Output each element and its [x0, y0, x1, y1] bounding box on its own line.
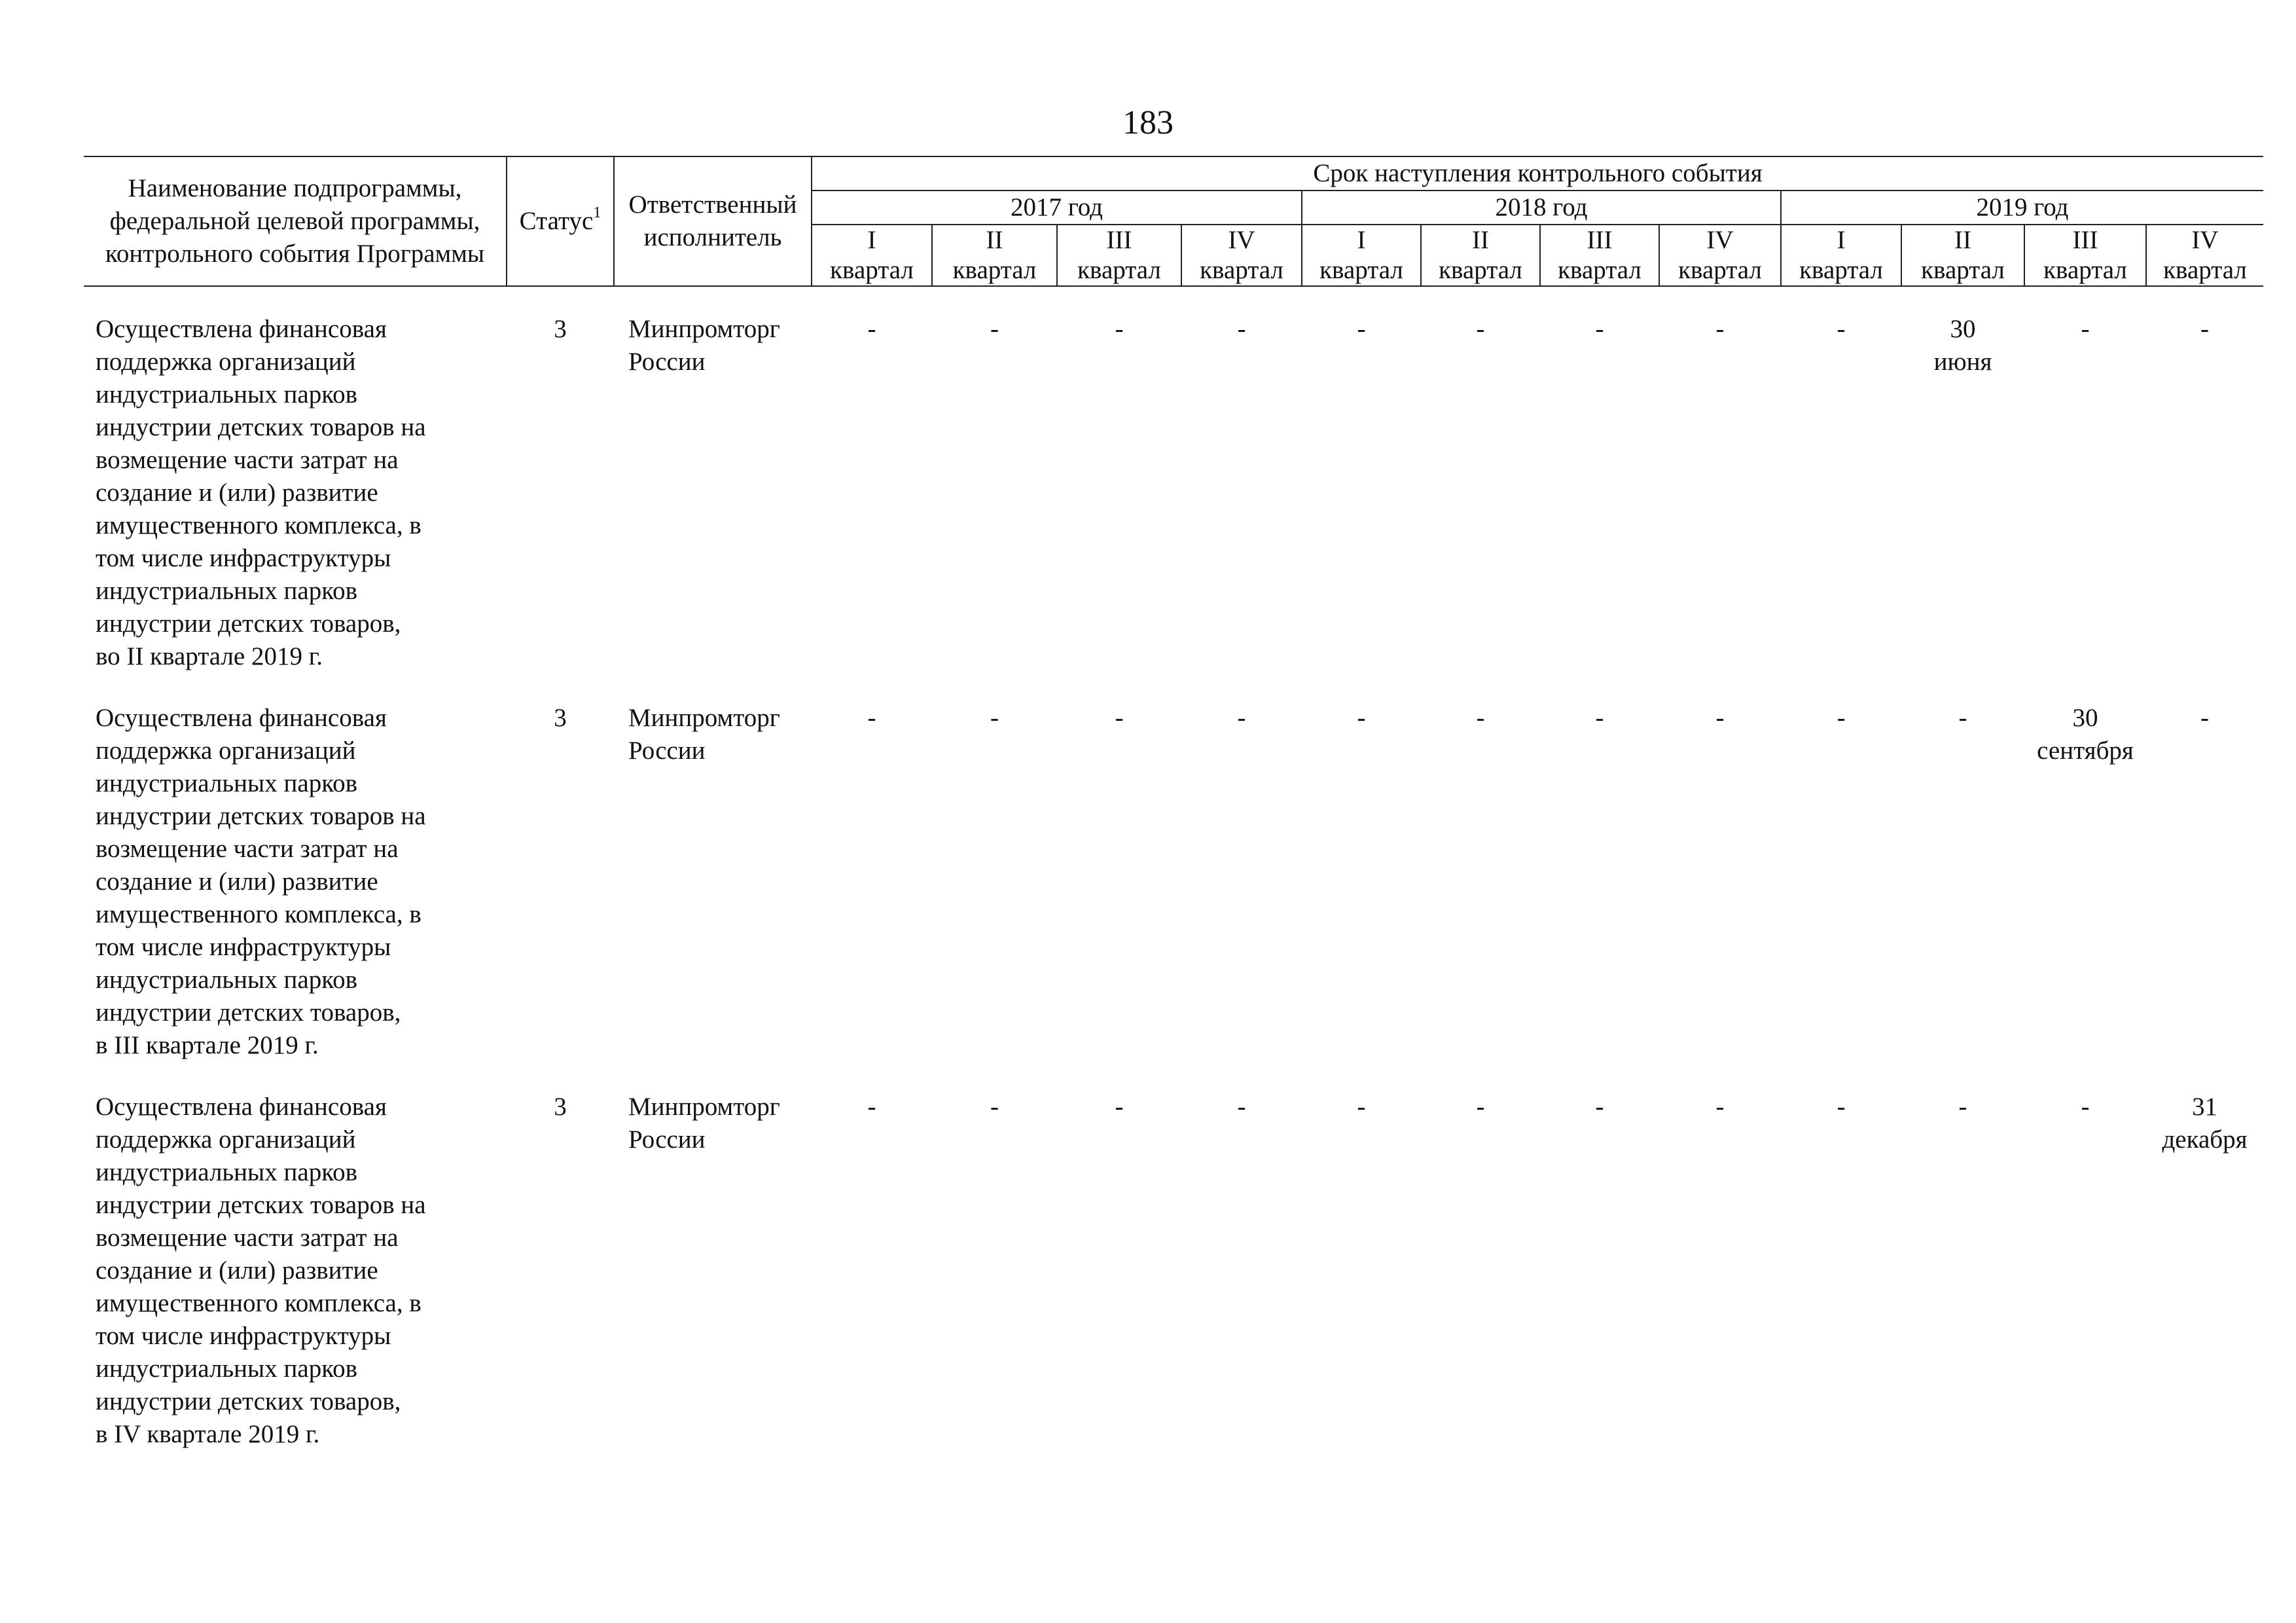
quarter-cell: -: [1237, 1093, 1246, 1121]
header-quarter-2017-1: I квартал: [812, 225, 932, 286]
quarter-cell: -: [867, 704, 876, 732]
quarter-cell: -: [1837, 704, 1846, 732]
quarter-cell: 31 декабря: [2162, 1093, 2248, 1154]
event-name-cell: Осуществлена финансовая поддержка организаций индустриальных парков индустрии детских товаров на возмещение части затрат на создание и (или) развитие имущественного комплекса, в том числе инфраструктуры индустриальных парков индустрии детских товаров, в III квартале 2019 г.: [96, 704, 426, 1059]
header-name-column: Наименование подпрограммы, федеральной целевой программы, контрольного события Программы: [84, 156, 507, 286]
control-events-table: [84, 156, 2263, 1480]
table-row: [84, 313, 2263, 702]
quarter-cell: -: [1237, 315, 1246, 343]
quarter-cell: -: [1357, 315, 1366, 343]
quarter-cell: -: [1115, 704, 1124, 732]
quarter-cell: -: [1715, 1093, 1725, 1121]
quarter-cell: -: [990, 1093, 999, 1121]
quarter-cell: -: [1115, 1093, 1124, 1121]
header-executor-column: Ответственный исполнитель: [614, 156, 812, 286]
status-footnote-marker: 1: [593, 204, 601, 221]
event-name-cell: Осуществлена финансовая поддержка организаций индустриальных парков индустрии детских товаров на возмещение части затрат на создание и (или) развитие имущественного комплекса, в том числе инфраструктуры индустриальных парков индустрии детских товаров, в IV квартале 2019 г.: [96, 1093, 426, 1448]
table-row: [84, 702, 2263, 1091]
quarter-cell: -: [1595, 315, 1604, 343]
quarter-cell: -: [1115, 315, 1124, 343]
quarter-cell: -: [1958, 704, 1967, 732]
header-quarter-2018-4: IV квартал: [1659, 225, 1781, 286]
event-name-cell: Осуществлена финансовая поддержка организаций индустриальных парков индустрии детских товаров на возмещение части затрат на создание и (или) развитие имущественного комплекса, в том числе инфраструктуры индустриальных парков индустрии детских товаров, во II квартале 2019 г.: [96, 315, 426, 670]
quarter-cell: -: [1837, 315, 1846, 343]
header-quarter-2019-2: II квартал: [1901, 225, 2024, 286]
status-cell: 3: [554, 1093, 567, 1121]
quarter-cell: -: [1476, 704, 1485, 732]
status-cell: 3: [554, 315, 567, 343]
quarter-cell: -: [1357, 704, 1366, 732]
quarter-cell: -: [1958, 1093, 1967, 1121]
header-year-2018: 2018 год: [1302, 191, 1781, 225]
header-quarter-2018-1: I квартал: [1302, 225, 1421, 286]
page-number: 183: [1122, 104, 1174, 141]
table-body: [84, 286, 2263, 1480]
quarter-cell: -: [1715, 704, 1725, 732]
quarter-cell: -: [1595, 704, 1604, 732]
executor-cell: Минпромторг России: [628, 1093, 780, 1154]
quarter-cell: -: [867, 1093, 876, 1121]
header-quarter-2017-2: II квартал: [932, 225, 1057, 286]
table-header: [84, 156, 2263, 286]
status-cell: 3: [554, 704, 567, 732]
header-year-2019: 2019 год: [1781, 191, 2263, 225]
quarter-cell: -: [990, 704, 999, 732]
quarter-cell: -: [1476, 1093, 1485, 1121]
quarter-cell: -: [2081, 1093, 2090, 1121]
executor-cell: Минпромторг России: [628, 704, 780, 765]
executor-cell: Минпромторг России: [628, 315, 780, 376]
quarter-cell: -: [2081, 315, 2090, 343]
quarter-cell: -: [2200, 315, 2209, 343]
quarter-cell: 30 сентября: [2037, 704, 2134, 765]
header-deadline-group: Срок наступления контрольного события: [812, 156, 2263, 191]
header-quarter-2019-3: III квартал: [2024, 225, 2146, 286]
header-quarter-2017-3: III квартал: [1057, 225, 1181, 286]
table-row: [84, 1091, 2263, 1480]
quarter-cell: -: [867, 315, 876, 343]
quarter-cell: -: [1595, 1093, 1604, 1121]
quarter-cell: -: [1715, 315, 1725, 343]
header-quarter-2019-4: IV квартал: [2146, 225, 2263, 286]
header-quarter-2018-3: III квартал: [1540, 225, 1659, 286]
quarter-cell: -: [2200, 704, 2209, 732]
quarter-cell: -: [1237, 704, 1246, 732]
header-status-column: Статус$^1$: [507, 156, 614, 286]
header-year-2017: 2017 год: [812, 191, 1302, 225]
quarter-cell: -: [990, 315, 999, 343]
quarter-cell: -: [1476, 315, 1485, 343]
header-quarter-2019-1: I квартал: [1781, 225, 1901, 286]
header-quarter-2017-4: IV квартал: [1181, 225, 1302, 286]
header-quarter-2018-2: II квартал: [1421, 225, 1540, 286]
quarter-cell: 30 июня: [1933, 315, 1992, 376]
quarter-cell: -: [1357, 1093, 1366, 1121]
quarter-cell: -: [1837, 1093, 1846, 1121]
